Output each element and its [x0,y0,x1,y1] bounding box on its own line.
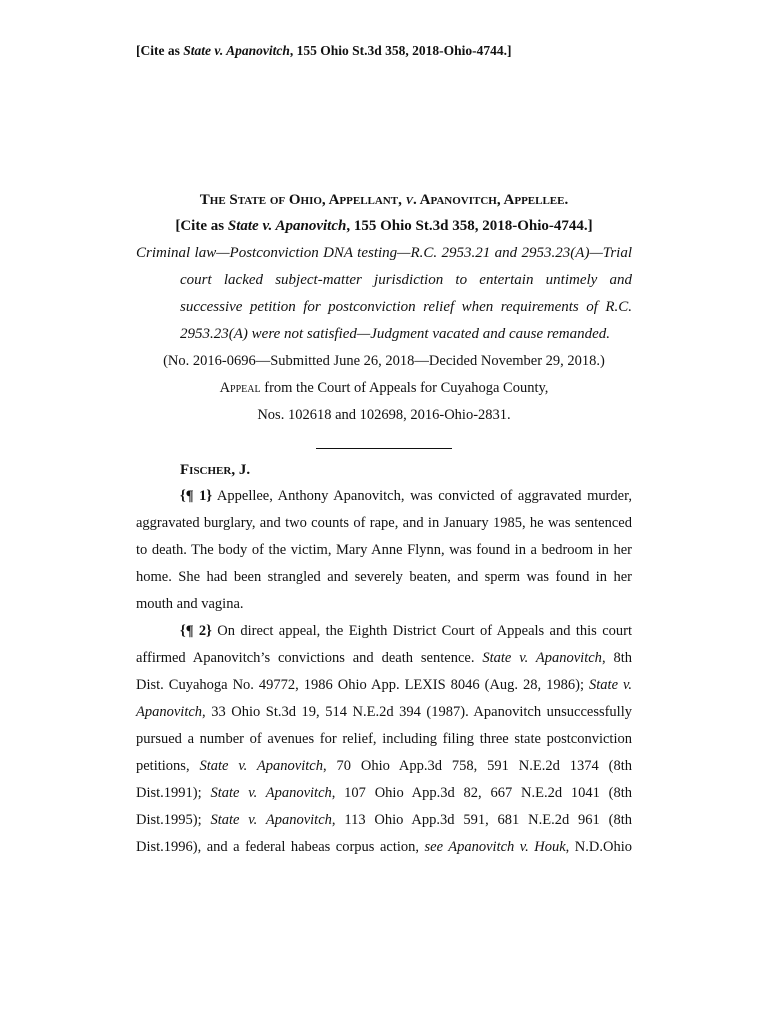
paragraph-line: Apanovitch, 33 Ohio St.3d 19, 514 N.E.2d 394 (1987). Apanovitch unsuccessfully [136,704,632,720]
paragraph-line: Dist.1995); State v. Apanovitch, 113 Ohio App.3d 591, 681 N.E.2d 961 (8th [136,812,632,828]
paragraph-number: {¶ 1} [180,488,213,504]
appeal-numbers: Nos. 102618 and 102698, 2016-Ohio-2831. [257,407,511,423]
paragraph-line: petitions, State v. Apanovitch, 70 Ohio App.3d 758, 591 N.E.2d 1374 (8th [136,758,632,774]
paragraph-line: home. She had been strangled and severely beaten, and sperm was found in her [136,569,632,585]
syllabus-line: successive petition for postconviction relief when requirements of R.C. [180,299,632,315]
paragraph-line: {¶ 1} Appellee, Anthony Apanovitch, was convicted of aggravated murder, [180,488,632,504]
paragraph-line: Dist. Cuyahoga No. 49772, 1986 Ohio App. LEXIS 8046 (Aug. 28, 1986); State v. [136,677,633,693]
paragraph-line: affirmed Apanovitch’s convictions and death sentence. State v. Apanovitch, 8th [136,650,632,666]
docket-line: (No. 2016-0696—Submitted June 26, 2018—Decided November 29, 2018.) [163,353,605,369]
opinion-author: Fischer, J. [180,462,251,478]
paragraph-line: aggravated burglary, and two counts of rape, and in January 1985, he was sentenced [136,515,632,531]
paragraph-number: {¶ 2} [180,623,212,639]
syllabus-line: court lacked subject-matter jurisdiction to entertain untimely and [180,272,632,288]
running-header-citation: [Cite as State v. Apanovitch, 155 Ohio St.3d 358, 2018-Ohio-4744.] [136,43,512,58]
syllabus-line: 2953.23(A) were not satisfied—Judgment vacated and cause remanded. [180,326,611,342]
paragraph-line: to death. The body of the victim, Mary Anne Flynn, was found in a bedroom in her [136,542,632,558]
section-divider [316,448,452,449]
appeal-line: Appeal from the Court of Appeals for Cuyahoga County, [219,380,549,396]
syllabus-line: Criminal law—Postconviction DNA testing—R.C. 2953.21 and 2953.23(A)—Trial [136,245,632,261]
case-title: The State of Ohio, Appellant, v. Apanovitch, Appellee. [199,192,569,208]
case-citation: [Cite as State v. Apanovitch, 155 Ohio St.3d 358, 2018-Ohio-4744.] [175,218,593,234]
paragraph-line: pursued a number of avenues for relief, including filing three state postconviction [136,731,632,747]
paragraph-line: Dist.1996), and a federal habeas corpus action, see Apanovitch v. Houk, N.D.Ohio [136,839,632,855]
paragraph-line: Dist.1991); State v. Apanovitch, 107 Ohio App.3d 82, 667 N.E.2d 1041 (8th [136,785,632,801]
paragraph-line: {¶ 2} On direct appeal, the Eighth District Court of Appeals and this court [180,623,632,639]
paragraph-line: mouth and vagina. [136,596,244,612]
